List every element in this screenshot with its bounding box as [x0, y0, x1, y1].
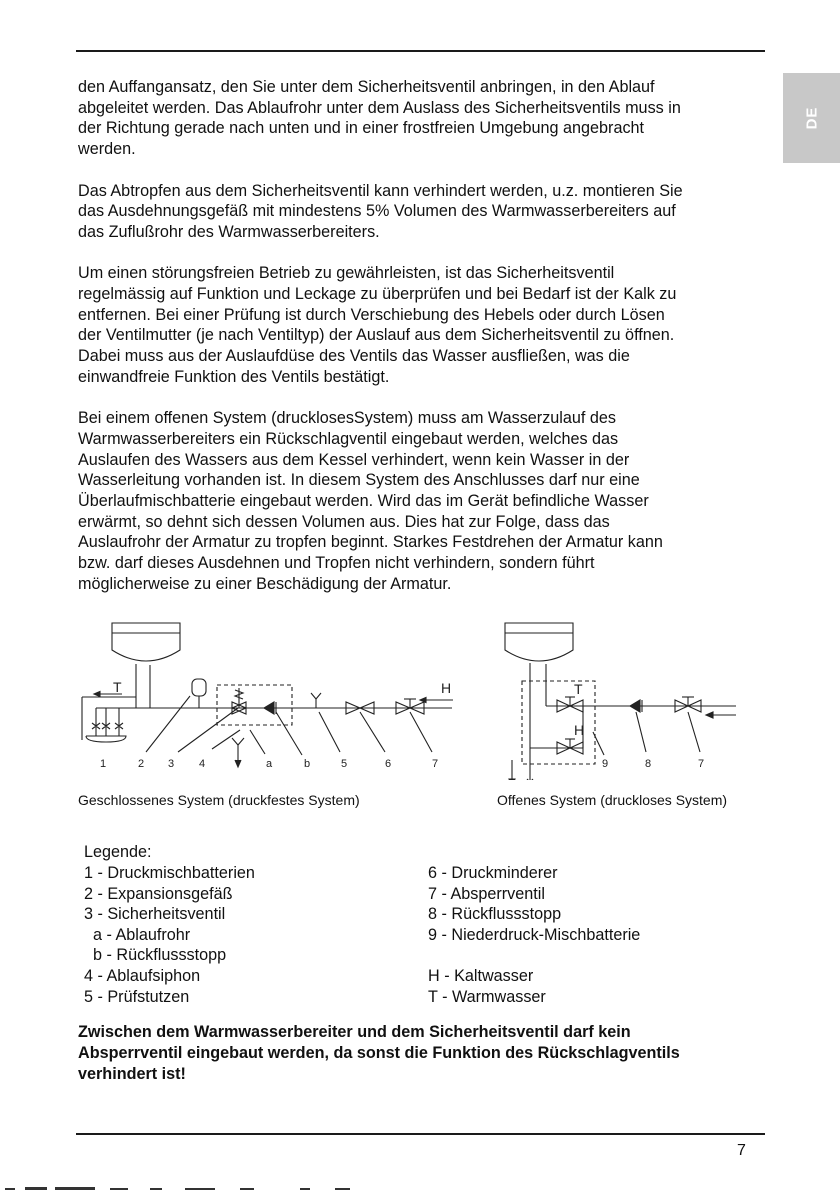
legend-item — [428, 945, 640, 966]
check-valve-icon — [630, 700, 642, 712]
safety-valve-icon — [232, 688, 246, 714]
legend-item: 7 - Absperrventil — [428, 884, 545, 903]
diagram-label: 2 — [138, 758, 145, 770]
paragraph: den Auffangansatz, den Sie unter dem Sicherheitsventil anbringen, in den Ablauf abgeleitet werden. Das Ablaufrohr unter dem Auslass des Sicherheitsventils muss in der Richtung gerade nach unten und in einer frostfreien Umgebung angebracht werden. — [78, 78, 681, 159]
water-heater-tank — [505, 623, 573, 661]
diagram-label: 4 — [199, 758, 206, 770]
language-tab — [783, 73, 840, 163]
diagram-label: 8 — [645, 758, 652, 770]
shutoff-valve-icon — [675, 697, 701, 712]
shutoff-valve-icon — [396, 699, 424, 714]
legend-item: 5 - Prüfstutzen — [84, 987, 190, 1006]
diagram-label: 3 — [168, 758, 175, 770]
legend-item: 2 - Expansionsgefäß — [84, 884, 233, 903]
diagram-label: 5 — [341, 758, 348, 770]
diagram-label: 1 — [100, 758, 107, 770]
hot-water-letter: T — [113, 679, 122, 695]
diagram-label: a — [266, 758, 273, 770]
warning-note: Zwischen dem Warmwasserbereiter und dem Sicherheitsventil darf kein Absperrventil eingebaut werden, da sonst die Funktion des Rückschlagventils verhindert ist! — [78, 1023, 680, 1083]
legend-item: 9 - Niederdruck-Mischbatterie — [428, 925, 641, 944]
header-rule — [76, 50, 765, 52]
body-text — [78, 77, 758, 615]
legend-item: 3 - Sicherheitsventil — [84, 905, 226, 924]
pressure-mixer-icon — [86, 708, 126, 742]
paragraph: Bei einem offenen System (drucklosesSystem) muss am Wasserzulauf des Warmwasserbereiters ein Rückschlagventil eingebaut werden, welches das Auslaufen des Wassers aus dem Kessel verhindert, wenn kein Wasser in der Wasserleitung vorhanden ist. In diesem System des Anschlusses darf nur eine Überlaufmischbatterie eingebaut werden. Wird das im Gerät befindliche Wasser erwärmt, so dehnt sich dessen Volumen aus. Dies hat zur Folge, dass das Auslaufrohr der Armatur zu tropfen beginnt. Starkes Festdrehen der Armatur kann bzw. darf dieses Ausdehnen und Tropfen nicht verhindern, sondern führt möglicherweise zu einer Beschädigung der Armatur. — [78, 409, 663, 593]
paragraph: Um einen störungsfreien Betrieb zu gewährleisten, ist das Sicherheitsventil regelmässig auf Funktion und Leckage zu überprüfen und bei Bedarf ist der Kalk zu entfernen. Bei einer Prüfung ist durch Verschiebung des Hebels oder durch Lösen der Ventilmutter (je nach Ventiltyp) der Auslauf aus dem Sicherheitsventil zu öffnen. Dabei muss aus der Auslaufdüse des Ventils das Wasser ausfließen, was die einwandfreie Funktion des Ventils bestätigt. — [78, 264, 677, 386]
legend-item: 4 - Ablaufsiphon — [84, 966, 201, 985]
legend-item: b - Rückflussstopp — [84, 946, 227, 965]
diagram-label: 9 — [602, 758, 609, 770]
caption-open-system: Offenes System (druckloses System) — [497, 792, 728, 808]
legend-item: a - Ablaufrohr — [84, 925, 191, 944]
hot-water-letter: T — [574, 681, 583, 697]
test-nozzle-icon — [311, 693, 321, 708]
legend-item: 8 - Rückflussstopp — [428, 905, 562, 924]
legend-right-column — [428, 863, 640, 1007]
legend-left-column — [84, 863, 255, 1007]
page-number: 7 — [737, 1142, 746, 1159]
diagram-label: 7 — [432, 758, 439, 770]
legend-item: 6 - Druckminderer — [428, 864, 558, 882]
legend-item: H - Kaltwasser — [428, 966, 534, 985]
diagram-label: 7 — [698, 758, 705, 770]
diagram-label: b — [304, 758, 311, 770]
closed-system-schematic — [82, 623, 453, 767]
language-tab-label: DE — [803, 106, 820, 130]
cold-water-letter: H — [574, 722, 585, 738]
check-valve-icon — [264, 702, 276, 714]
legend-title: Legende: — [84, 843, 152, 861]
installation-diagram — [0, 600, 840, 780]
drain-siphon-icon — [232, 738, 244, 767]
footer-rule — [76, 1133, 765, 1135]
diagram-label: 6 — [385, 758, 392, 770]
legend-item: 1 - Druckmischbatterien — [84, 864, 255, 882]
caption-closed-system: Geschlossenes System (druckfestes System) — [78, 792, 360, 808]
paragraph: Das Abtropfen aus dem Sicherheitsventil kann verhindert werden, u.z. montieren Sie das Ausdehnungsgefäß mit mindestens 5% Volumen des Warmwasserbereiters auf das Zuflußrohr des Warmwasserbereiters. — [78, 181, 683, 241]
cold-water-letter: H — [441, 680, 452, 696]
expansion-vessel-icon — [192, 679, 206, 708]
water-heater-tank — [112, 623, 180, 661]
open-system-schematic — [505, 623, 736, 780]
scan-artifact — [0, 1186, 360, 1192]
flow-arrow-icon — [94, 692, 453, 703]
legend-item: T - Warmwasser — [428, 987, 546, 1006]
